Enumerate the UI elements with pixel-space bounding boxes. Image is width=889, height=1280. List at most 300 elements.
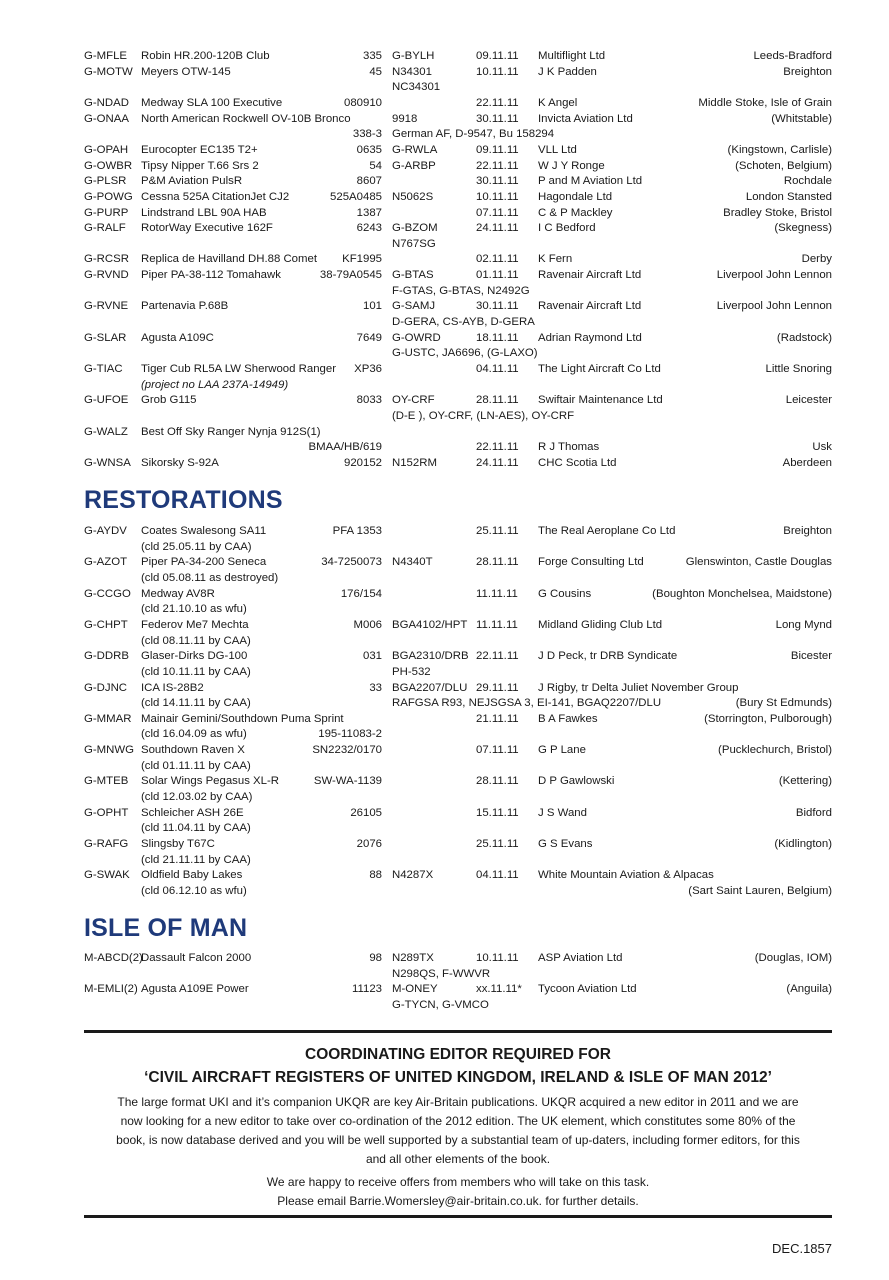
restoration-row	[0, 555, 889, 570]
registration-cell: G-MNWG	[84, 744, 134, 757]
serial-number-cell: M006	[353, 618, 382, 631]
owner-cell: J K Padden	[538, 65, 597, 78]
aircraft-type-cell: Lindstrand LBL 90A HAB	[141, 206, 267, 219]
registration-cell: M-ABCD(2)	[84, 952, 143, 964]
location-cell: (Kidlington)	[774, 838, 832, 850]
aircraft-type-cell: Oldfield Baby Lakes	[141, 869, 243, 882]
location-cell: Bidford	[795, 806, 832, 819]
location-cell: (Anguila)	[786, 983, 832, 996]
serial-number-cell: 98	[369, 952, 382, 964]
registration-cell: M-EMLI(2)	[84, 983, 138, 996]
aircraft-type-cell: Southdown Raven X	[141, 744, 245, 757]
owner-cell: Multiflight Ltd	[538, 50, 606, 62]
aircraft-type-cell: RotorWay Executive 162F	[141, 222, 273, 235]
aircraft-type-cell: (cld 05.08.11 as destroyed)	[141, 571, 279, 584]
serial-number-cell: 080910	[343, 96, 382, 109]
registration-row	[0, 346, 889, 361]
location-cell: Middle Stoke, Isle of Grain	[698, 96, 832, 109]
restoration-row	[0, 868, 889, 883]
previous-identity-cell: OY-CRF	[392, 394, 435, 407]
serial-number-cell: 34-7250073	[321, 556, 382, 569]
date-cell: 22.11.11	[476, 650, 519, 663]
restoration-row	[0, 634, 889, 649]
date-cell: 10.11.11	[476, 190, 519, 203]
location-cell: (Skegness)	[774, 222, 832, 235]
previous-identity-cell: G-OWRD	[392, 331, 441, 344]
aircraft-type-cell: Agusta A109E Power	[141, 983, 249, 996]
registration-row	[0, 440, 889, 455]
aircraft-type-cell: (cld 21.10.10 as wfu)	[141, 603, 247, 616]
restoration-row	[0, 884, 889, 899]
date-cell: 04.11.11	[476, 869, 519, 882]
registration-row	[0, 425, 889, 440]
date-cell: 28.11.11	[476, 775, 519, 788]
date-cell: 09.11.11	[476, 143, 519, 156]
date-cell: 22.11.11	[476, 96, 519, 109]
date-cell: 21.11.11	[476, 712, 519, 725]
date-cell: 28.11.11	[476, 394, 519, 407]
isle-of-man-row	[0, 998, 889, 1013]
location-cell: (Bury St Edmunds)	[735, 697, 832, 710]
serial-number-cell: KF1995	[342, 253, 382, 266]
registration-cell: G-TIAC	[84, 363, 123, 375]
previous-identity-cell: N4340T	[392, 556, 433, 569]
previous-identity-cell: BGA2310/DRB	[392, 650, 469, 663]
restoration-row	[0, 540, 889, 555]
registration-cell: G-DJNC	[84, 681, 128, 694]
date-cell: 30.11.11	[476, 300, 519, 313]
registration-cell: G-NDAD	[84, 96, 129, 109]
owner-cell: CHC Scotia Ltd	[538, 456, 617, 469]
registration-cell: G-RVND	[84, 269, 129, 282]
registration-cell: G-PURP	[84, 206, 129, 219]
location-cell: Bicester	[790, 650, 832, 663]
restoration-row	[0, 618, 889, 633]
restoration-row	[0, 649, 889, 664]
serial-number-cell: 38-79A0545	[319, 269, 382, 282]
serial-number-cell: XP36	[354, 363, 382, 375]
date-cell: 07.11.11	[476, 744, 519, 757]
restoration-row	[0, 571, 889, 586]
aircraft-type-cell: (cld 25.05.11 by CAA)	[141, 540, 252, 553]
registration-row	[0, 299, 889, 314]
previous-identity-cell: N34301	[392, 65, 432, 78]
serial-number-cell: 33	[369, 681, 382, 694]
date-cell: 30.11.11	[476, 175, 519, 188]
location-cell: Breighton	[783, 65, 832, 78]
registration-cell: G-SWAK	[84, 869, 130, 882]
owner-cell: G Cousins	[538, 587, 592, 600]
location-cell: (Kettering)	[778, 775, 832, 788]
location-cell: Rochdale	[783, 175, 832, 188]
date-cell: 01.11.11	[476, 269, 519, 282]
owner-cell: Midland Gliding Club Ltd	[538, 618, 663, 631]
owner-cell: K Fern	[538, 253, 573, 266]
notice-top-rule	[84, 1030, 832, 1033]
location-cell: Liverpool John Lennon	[716, 269, 832, 282]
registration-row	[0, 159, 889, 174]
restoration-row	[0, 665, 889, 680]
location-cell: Bradley Stoke, Bristol	[723, 206, 832, 219]
registration-cell: G-MFLE	[84, 50, 128, 62]
previous-identity-cell: G-BZOM	[392, 222, 438, 235]
owner-cell: The Real Aeroplane Co Ltd	[538, 525, 676, 537]
location-cell: Breighton	[783, 525, 832, 537]
restoration-row	[0, 602, 889, 617]
owner-cell: B A Fawkes	[538, 712, 598, 725]
date-cell: 22.11.11	[476, 441, 519, 454]
aircraft-type-cell: Partenavia P.68B	[141, 300, 229, 313]
owner-cell: J S Wand	[538, 806, 587, 819]
serial-number-cell: 45	[369, 65, 382, 78]
registration-row	[0, 284, 889, 299]
isle-of-man-row	[0, 967, 889, 982]
previous-identity-cell: N152RM	[392, 456, 437, 469]
owner-cell: I C Bedford	[538, 222, 596, 235]
date-cell: 30.11.11	[476, 112, 519, 125]
date-cell: 10.11.11	[476, 952, 519, 964]
registration-cell: G-MMAR	[84, 712, 132, 725]
owner-cell: White Mountain Aviation & Alpacas	[538, 869, 714, 882]
registration-row	[0, 80, 889, 95]
date-cell: 28.11.11	[476, 556, 519, 569]
registration-row	[0, 409, 889, 424]
restoration-row	[0, 790, 889, 805]
registration-cell: G-MTEB	[84, 775, 129, 788]
isle-of-man-heading: ISLE OF MAN	[84, 914, 248, 942]
notice-title-line2: ‘CIVIL AIRCRAFT REGISTERS OF UNITED KINGDOM, IRELAND & ISLE OF MAN 2012’	[144, 1069, 772, 1086]
registration-cell: G-PLSR	[84, 175, 127, 188]
previous-identity-cell: N767SG	[392, 237, 436, 250]
registration-row	[0, 96, 889, 111]
serial-number-cell: 88	[369, 869, 382, 882]
previous-identity-cell: G-BYLH	[392, 50, 435, 62]
owner-cell: Swiftair Maintenance Ltd	[538, 394, 663, 407]
aircraft-type-cell: (cld 06.12.10 as wfu)	[141, 884, 247, 897]
previous-identity-cell: RAFGSA R93, NEJSGSA 3, EI-141, BGAQ2207/DLU	[392, 697, 662, 710]
aircraft-type-cell: (cld 08.11.11 by CAA)	[141, 634, 251, 647]
owner-cell: J D Peck, tr DRB Syndicate	[538, 650, 678, 663]
owner-cell: VLL Ltd	[538, 143, 577, 156]
date-cell: 04.11.11	[476, 363, 519, 375]
location-cell: (Radstock)	[776, 331, 832, 344]
location-cell: Leeds-Bradford	[753, 50, 832, 62]
aircraft-type-cell: Coates Swalesong SA11	[141, 525, 267, 537]
notice-para1-line4: and all other elements of the book.	[365, 1152, 551, 1166]
location-cell: Aberdeen	[782, 456, 832, 469]
owner-cell: Hagondale Ltd	[538, 190, 613, 203]
notice-para1-line3: book, is now database derived and you will be well supported by a substantial team of up-daters, including former editors, for this	[116, 1133, 800, 1147]
registration-row	[0, 49, 889, 64]
date-cell: 09.11.11	[476, 50, 519, 62]
date-cell: xx.11.11*	[476, 983, 522, 996]
owner-cell: W J Y Ronge	[538, 159, 605, 172]
aircraft-type-cell: P&M Aviation PulsR	[141, 175, 243, 188]
aircraft-type-cell: (cld 21.11.11 by CAA)	[141, 853, 251, 866]
owner-cell: D P Gawlowski	[538, 775, 615, 788]
aircraft-type-cell: Mainair Gemini/Southdown Puma Sprint	[141, 712, 344, 725]
registration-row	[0, 221, 889, 236]
registration-cell: G-WALZ	[84, 425, 128, 438]
location-cell: (Boughton Monchelsea, Maidstone)	[652, 587, 832, 600]
date-cell: 07.11.11	[476, 206, 519, 219]
aircraft-type-cell: Meyers OTW-145	[141, 65, 231, 78]
registration-cell: G-RALF	[84, 222, 126, 235]
aircraft-type-cell: Dassault Falcon 2000	[141, 952, 252, 964]
aircraft-type-cell: Agusta A109C	[141, 331, 214, 344]
aircraft-type-cell: Replica de Havilland DH.88 Comet	[141, 253, 318, 266]
date-cell: 11.11.11	[476, 618, 518, 631]
date-cell: 11.11.11	[476, 587, 518, 600]
restoration-row	[0, 712, 889, 727]
aircraft-type-cell: Medway AV8R	[141, 587, 215, 600]
registration-cell: G-ONAA	[84, 112, 129, 125]
restoration-row	[0, 727, 889, 742]
previous-identity-cell: German AF, D-9547, Bu 158294	[392, 128, 555, 141]
serial-number-cell: SN2232/0170	[312, 744, 382, 757]
location-cell: Liverpool John Lennon	[716, 300, 832, 313]
aircraft-type-cell: Eurocopter EC135 T2+	[141, 143, 258, 156]
previous-identity-cell: G-ARBP	[392, 159, 436, 172]
previous-identity-cell: BGA4102/HPT	[392, 618, 468, 631]
previous-identity-cell: 9918	[392, 112, 418, 125]
aircraft-type-cell: (cld 14.11.11 by CAA)	[141, 697, 251, 710]
restoration-row	[0, 853, 889, 868]
restoration-row	[0, 524, 889, 539]
registration-cell: G-UFOE	[84, 394, 129, 407]
date-cell: 15.11.11	[476, 806, 519, 819]
registration-cell: G-WNSA	[84, 456, 131, 469]
previous-identity-cell: G-RWLA	[392, 143, 438, 156]
previous-identity-cell: NC34301	[392, 81, 441, 94]
aircraft-type-cell: ICA IS-28B2	[141, 681, 204, 694]
aircraft-type-cell: Cessna 525A CitationJet CJ2	[141, 190, 290, 203]
previous-identity-cell: PH-532	[392, 665, 431, 678]
serial-number-cell: 101	[362, 300, 382, 313]
registration-cell: G-POWG	[84, 190, 133, 203]
aircraft-type-cell: (cld 12.03.02 by CAA)	[141, 791, 253, 804]
restoration-row	[0, 587, 889, 602]
aircraft-type-cell: Robin HR.200-120B Club	[141, 50, 270, 62]
registration-cell: G-OPHT	[84, 806, 129, 819]
registration-row	[0, 190, 889, 205]
aircraft-type-cell: Sikorsky S-92A	[141, 456, 219, 469]
aircraft-type-cell: (project no LAA 237A-14949)	[141, 378, 289, 391]
owner-cell: C & P Mackley	[538, 206, 613, 219]
registration-cell: G-RCSR	[84, 253, 129, 266]
registration-row	[0, 174, 889, 189]
serial-number-cell: 11123	[352, 983, 382, 996]
registration-cell: G-AZOT	[84, 556, 128, 569]
notice-para1-line2: now looking for a new editor to take over co-ordination of the 2012 edition. The UK element, which constitutes some 80% of the	[120, 1114, 796, 1128]
serial-number-cell: 8607	[356, 175, 382, 188]
owner-cell: Forge Consulting Ltd	[538, 556, 644, 569]
registration-row	[0, 65, 889, 80]
registration-row	[0, 456, 889, 471]
date-cell: 25.11.11	[476, 525, 519, 537]
serial-number-cell: 525A0485	[330, 190, 382, 203]
serial-number-cell: 0635	[356, 143, 382, 156]
registration-row	[0, 393, 889, 408]
aircraft-type-cell: (cld 16.04.09 as wfu)	[141, 728, 247, 741]
aircraft-type-cell: Piper PA-34-200 Seneca	[141, 556, 267, 569]
aircraft-type-cell: (cld 11.04.11 by CAA)	[141, 822, 251, 835]
aircraft-type-cell: Medway SLA 100 Executive	[141, 96, 283, 109]
owner-cell: K Angel	[538, 96, 578, 109]
registration-cell: G-OPAH	[84, 143, 129, 156]
registration-row	[0, 112, 889, 127]
aircraft-type-cell: Solar Wings Pegasus XL-R	[141, 775, 280, 788]
registration-row	[0, 331, 889, 346]
restoration-row	[0, 821, 889, 836]
aircraft-type-cell: Best Off Sky Ranger Nynja 912S(1)	[141, 425, 321, 438]
date-cell: 10.11.11	[476, 65, 519, 78]
registration-cell: G-RVNE	[84, 300, 129, 313]
owner-cell: The Light Aircraft Co Ltd	[538, 363, 661, 375]
page-footer-code: DEC.1857	[772, 1241, 832, 1256]
serial-number-cell: 7649	[356, 331, 382, 344]
owner-cell: Ravenair Aircraft Ltd	[538, 269, 642, 282]
registration-cell: G-CCGO	[84, 587, 131, 600]
registration-cell: G-DDRB	[84, 650, 129, 663]
previous-identity-cell: G-SAMJ	[392, 300, 436, 313]
location-cell: Glenswinton, Castle Douglas	[685, 556, 832, 569]
previous-identity-cell: N5062S	[392, 190, 434, 203]
registration-row	[0, 378, 889, 393]
owner-cell: Ravenair Aircraft Ltd	[538, 300, 642, 313]
previous-identity-cell: G-USTC, JA6696, (G-LAXO)	[392, 347, 538, 360]
serial-number-cell: PFA 1353	[332, 525, 382, 537]
owner-cell: G S Evans	[538, 838, 593, 850]
isle-of-man-row	[0, 982, 889, 997]
owner-cell: G P Lane	[538, 744, 586, 757]
location-cell: Usk	[812, 441, 832, 454]
aircraft-type-cell: Tipsy Nipper T.66 Srs 2	[141, 159, 259, 172]
isle-of-man-row	[0, 951, 889, 966]
previous-identity-cell: G-TYCN, G-VMCO	[392, 998, 489, 1011]
registration-cell: G-RAFG	[84, 838, 129, 850]
serial-number-cell: SW-WA-1139	[313, 775, 382, 788]
serial-number-cell: BMAA/HB/619	[308, 441, 382, 454]
registration-cell: G-MOTW	[84, 65, 133, 78]
registration-cell: G-CHPT	[84, 618, 128, 631]
restorations-heading: RESTORATIONS	[84, 486, 283, 514]
previous-identity-cell: N4287X	[392, 869, 434, 882]
owner-cell: Adrian Raymond Ltd	[538, 331, 642, 344]
serial-number-cell: 2076	[356, 838, 382, 850]
registration-cell: G-OWBR	[84, 159, 133, 172]
location-cell: (Storrington, Pulborough)	[704, 712, 832, 725]
owner-cell: P and M Aviation Ltd	[538, 175, 643, 188]
location-cell: (Kingstown, Carlisle)	[727, 143, 832, 156]
date-cell: 24.11.11	[476, 222, 519, 235]
restoration-row	[0, 774, 889, 789]
previous-identity-cell: D-GERA, CS-AYB, D-GERA	[392, 316, 535, 329]
aircraft-type-cell: Tiger Cub RL5A LW Sherwood Ranger	[141, 363, 337, 375]
serial-number-cell: 338-3	[352, 128, 382, 141]
serial-number-cell: 176/154	[340, 587, 382, 600]
owner-cell: ASP Aviation Ltd	[538, 952, 623, 964]
restoration-row	[0, 759, 889, 774]
restoration-row	[0, 696, 889, 711]
restoration-row	[0, 837, 889, 852]
serial-number-cell: 26105	[350, 806, 382, 819]
serial-number-cell: 54	[369, 159, 382, 172]
registration-row	[0, 143, 889, 158]
serial-number-cell: 1387	[356, 206, 382, 219]
previous-identity-cell: (D-E ), OY-CRF, (LN-AES), OY-CRF	[392, 409, 575, 422]
serial-number-cell: 031	[362, 650, 382, 663]
serial-number-cell: 335	[362, 50, 382, 62]
date-cell: 25.11.11	[476, 838, 519, 850]
aircraft-type-cell: Piper PA-38-112 Tomahawk	[141, 269, 281, 282]
location-cell: (Douglas, IOM)	[754, 952, 832, 964]
aircraft-type-cell: Federov Me7 Mechta	[141, 618, 249, 631]
previous-identity-cell: N289TX	[392, 952, 434, 964]
location-cell: Leicester	[785, 394, 832, 407]
aircraft-type-cell: Slingsby T67C	[141, 838, 215, 850]
date-cell: 18.11.11	[476, 331, 519, 344]
aircraft-type-cell: (cld 01.11.11 by CAA)	[141, 759, 251, 772]
serial-number-cell: 6243	[356, 222, 382, 235]
location-cell: Long Mynd	[775, 618, 832, 631]
location-cell: Little Snoring	[765, 363, 832, 375]
location-cell: (Schoten, Belgium)	[735, 159, 832, 172]
date-cell: 24.11.11	[476, 456, 519, 469]
registration-row	[0, 237, 889, 252]
date-cell: 22.11.11	[476, 159, 519, 172]
notice-para2-line2: Please email Barrie.Womersley@air-britain.co.uk. for further details.	[277, 1194, 639, 1208]
registration-row	[0, 127, 889, 142]
previous-identity-cell: M-ONEY	[392, 983, 438, 996]
location-cell: (Whitstable)	[771, 112, 832, 125]
registration-row	[0, 252, 889, 267]
owner-cell: J Rigby, tr Delta Juliet November Group	[538, 681, 739, 694]
location-cell: (Pucklechurch, Bristol)	[718, 744, 832, 757]
date-cell: 02.11.11	[476, 253, 519, 266]
restoration-row	[0, 743, 889, 758]
restoration-row	[0, 806, 889, 821]
owner-cell: R J Thomas	[538, 441, 600, 454]
previous-identity-cell: F-GTAS, G-BTAS, N2492G	[392, 284, 530, 297]
notice-para1-line1: The large format UKI and it’s companion UKQR are key Air-Britain publications. UKQR acquired a new editor in 2011 and we are	[117, 1095, 799, 1109]
serial-number-cell: 195-11083-2	[318, 728, 382, 741]
notice-title-line1: COORDINATING EDITOR REQUIRED FOR	[305, 1046, 611, 1063]
previous-identity-cell: G-BTAS	[392, 269, 434, 282]
aircraft-type-cell: North American Rockwell OV-10B Bronco	[141, 112, 351, 125]
location-cell: London Stansted	[745, 190, 832, 203]
registration-row	[0, 268, 889, 283]
notice-para2-line1: We are happy to receive offers from members who will take on this task.	[266, 1175, 650, 1189]
serial-number-cell: 920152	[343, 456, 382, 469]
aircraft-type-cell: Schleicher ASH 26E	[141, 806, 244, 819]
owner-cell: Tycoon Aviation Ltd	[538, 983, 637, 996]
registration-row	[0, 362, 889, 377]
location-cell: Derby	[801, 253, 832, 266]
registration-cell: G-SLAR	[84, 331, 127, 344]
aircraft-type-cell: (cld 10.11.11 by CAA)	[141, 665, 251, 678]
registration-row	[0, 315, 889, 330]
previous-identity-cell: N298QS, F-WWVR	[392, 967, 491, 980]
previous-identity-cell: BGA2207/DLU	[392, 681, 468, 694]
owner-cell: Invicta Aviation Ltd	[538, 112, 633, 125]
date-cell: 29.11.11	[476, 681, 519, 694]
serial-number-cell: 8033	[356, 394, 382, 407]
registration-row	[0, 206, 889, 221]
notice-bottom-rule	[84, 1215, 832, 1218]
registration-cell: G-AYDV	[84, 525, 127, 537]
restoration-row	[0, 681, 889, 696]
